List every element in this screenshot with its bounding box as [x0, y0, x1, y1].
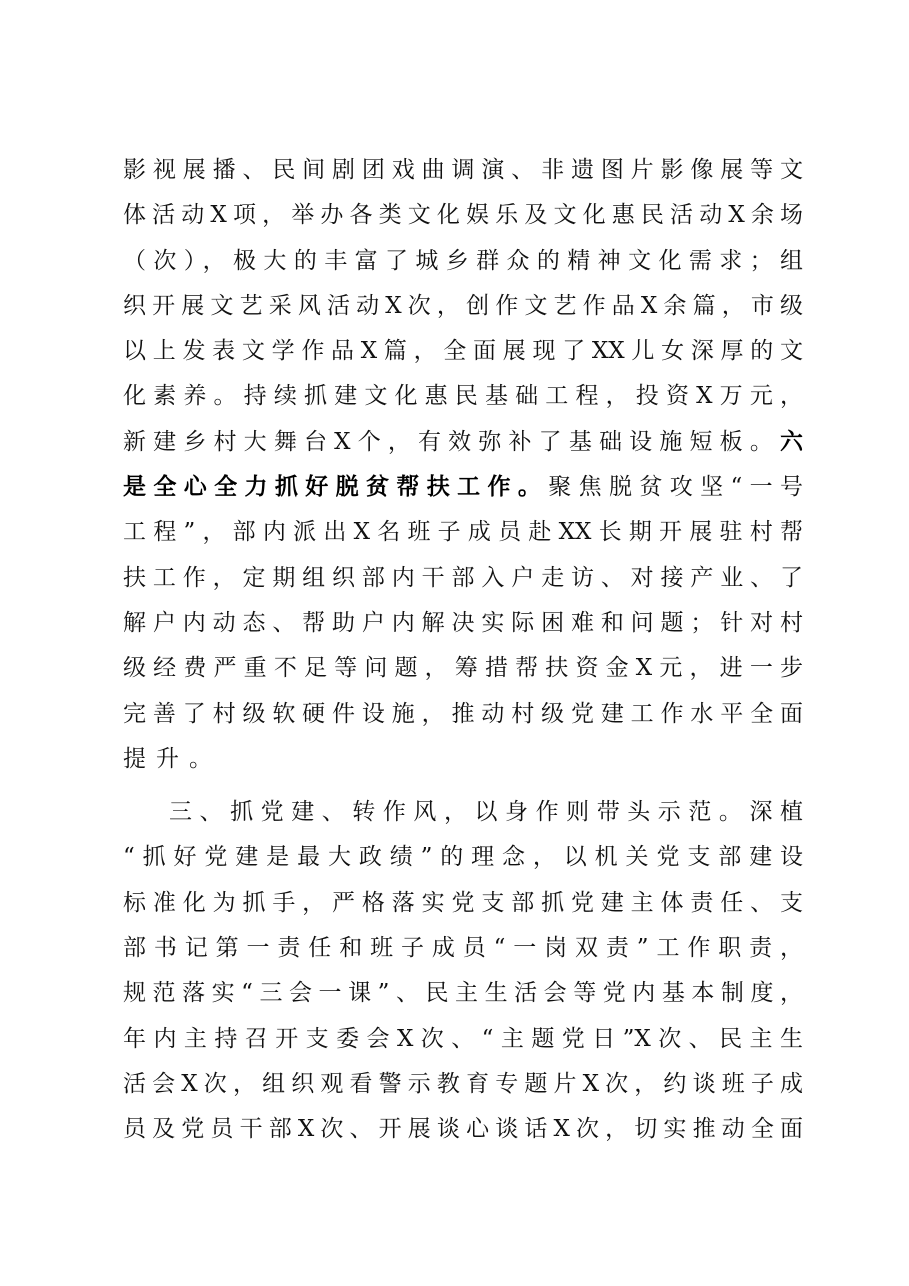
text-segment: 级经费严重不足等问题，筹措帮扶资金X元，进一步	[123, 655, 803, 682]
text-segment: 标准化为抓手，严格落实党支部抓党建主体责任、支	[123, 889, 803, 916]
body-text	[123, 148, 803, 1153]
text-segment: 活会X次，组织观看警示教育专题片X次，约谈班子成	[123, 1070, 803, 1097]
text-segment: 以上发表文学作品X篇，全面展现了XX儿女深厚的文	[123, 338, 803, 365]
section-heading-line	[123, 790, 803, 835]
text-line	[123, 329, 803, 374]
text-line	[123, 601, 803, 646]
text-segment: 规范落实“三会一课”、民主生活会等党内基本制度，	[123, 980, 803, 1007]
text-segment: 化素养。持续抓建文化惠民基础工程，投资X万元，	[123, 383, 803, 410]
text-segment: （次），极大的丰富了城乡群众的精神文化需求；组	[123, 247, 803, 274]
text-line	[123, 1017, 803, 1062]
bold-subheading: 是全心全力抓好脱贫帮扶工作。	[123, 474, 549, 501]
text-line	[123, 926, 803, 971]
text-line	[123, 737, 803, 782]
text-line	[123, 1107, 803, 1152]
text-line	[123, 1062, 803, 1107]
bold-lead-text: 六	[780, 428, 803, 455]
text-segment: 体活动X项，举办各类文化娱乐及文化惠民活动X余场	[123, 202, 803, 229]
text-segment: 织开展文艺采风活动X次，创作文艺作品X余篇，市级	[123, 292, 803, 319]
text-line	[123, 510, 803, 555]
text-line	[123, 148, 803, 193]
text-segment: 聚焦脱贫攻坚“一号	[548, 474, 804, 501]
text-segment: 年内主持召开支委会X次、“主题党日”X次、民主生	[123, 1025, 803, 1052]
text-segment: 新建乡村大舞台X个，有效弥补了基础设施短板。	[123, 428, 780, 455]
text-segment: 员及党员干部X次、开展谈心谈话X次，切实推动全面	[123, 1116, 803, 1143]
text-line	[123, 646, 803, 691]
text-line	[123, 239, 803, 284]
text-line	[123, 284, 803, 329]
text-segment: 解户内动态、帮助户内解决实际困难和问题；针对村	[123, 609, 803, 636]
text-segment: 部书记第一责任和班子成员“一岗双责”工作职责，	[123, 935, 803, 962]
text-line	[123, 835, 803, 880]
section-heading: 三、抓党建、转作风，以身作则带头示范。	[169, 799, 750, 826]
text-line	[123, 193, 803, 238]
text-segment: “抓好党建是最大政绩”的理念，以机关党支部建设	[123, 844, 803, 871]
text-segment: 深植	[749, 799, 804, 826]
text-line	[123, 971, 803, 1016]
text-line	[123, 881, 803, 926]
text-segment: 完善了村级软硬件设施，推动村级党建工作水平全面	[123, 700, 803, 727]
text-segment: 提升。	[123, 745, 222, 772]
text-segment: 扶工作，定期组织部内干部入户走访、对接产业、了	[123, 564, 803, 591]
text-line	[123, 420, 803, 465]
text-line	[123, 374, 803, 419]
text-segment: 工程”，部内派出X名班子成员赴XX长期开展驻村帮	[123, 519, 803, 546]
text-segment: 影视展播、民间剧团戏曲调演、非遗图片影像展等文	[123, 157, 803, 183]
text-line	[123, 465, 803, 510]
text-line	[123, 556, 803, 601]
text-line	[123, 692, 803, 737]
